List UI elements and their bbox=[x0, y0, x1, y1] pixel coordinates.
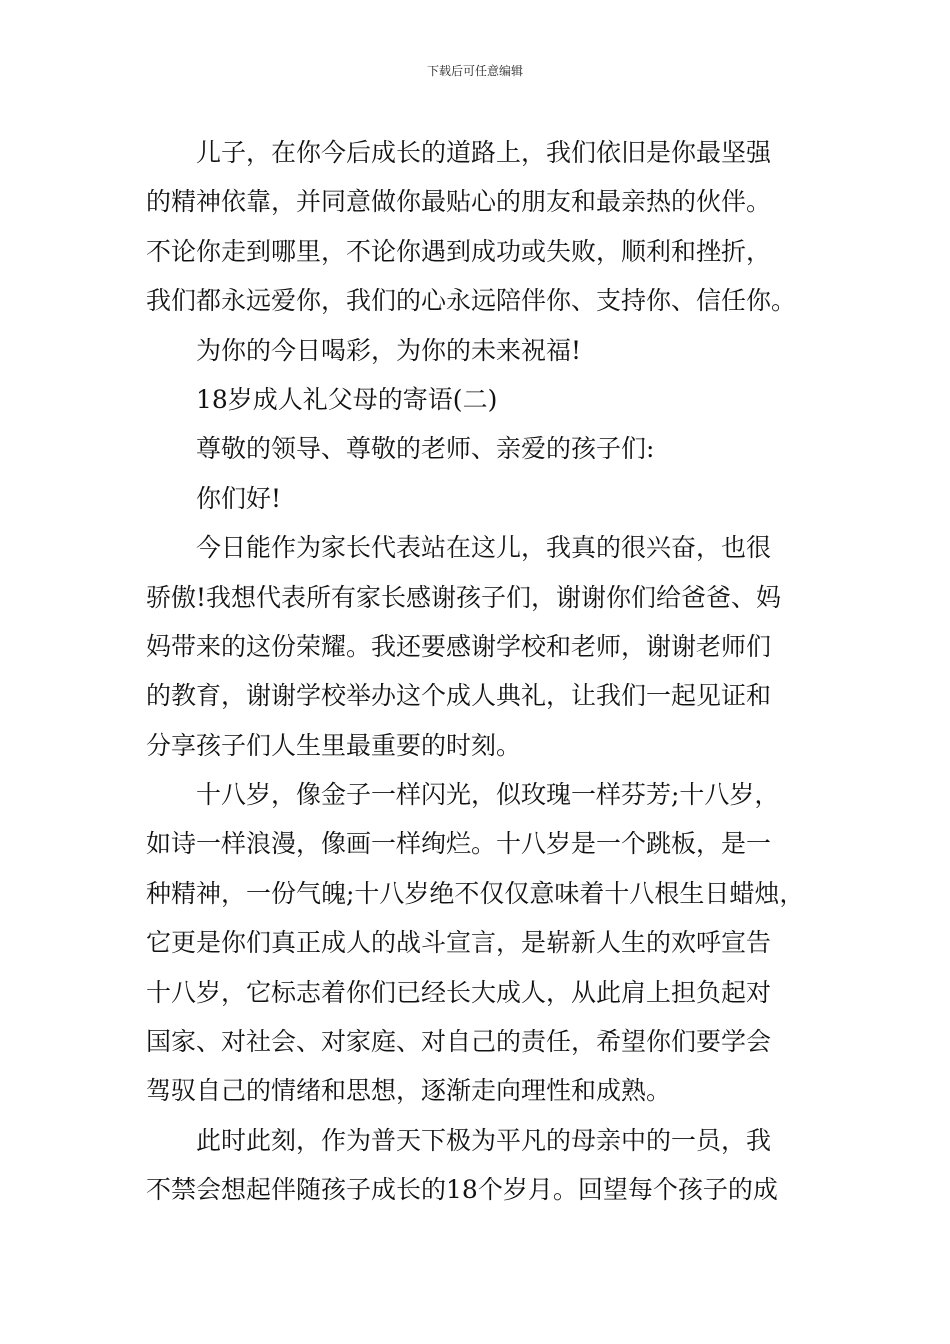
page-header: 下载后可任意编辑 bbox=[426, 64, 523, 78]
section-title: 18岁成人礼父母的寄语(二) bbox=[196, 384, 498, 414]
text-line: 骄傲!我想代表所有家长感谢孩子们，谢谢你们给爸爸、妈 bbox=[146, 582, 782, 612]
greeting: 你们好! bbox=[196, 483, 282, 513]
text-line: 今日能作为家长代表站在这儿，我真的很兴奋，也很 bbox=[196, 533, 772, 563]
text-line: 十八岁，像金子一样闪光，似玫瑰一样芬芳;十八岁， bbox=[196, 780, 780, 810]
text-line: 它更是你们真正成人的战斗宣言，是崭新人生的欢呼宣告 bbox=[146, 928, 772, 958]
text-line: 的精神依靠，并同意做你最贴心的朋友和最亲热的伙伴。 bbox=[146, 187, 772, 217]
document-body bbox=[146, 128, 810, 1215]
text-line: 此时此刻，作为普天下极为平凡的母亲中的一员，我 bbox=[196, 1125, 772, 1155]
salutation: 尊敬的领导、尊敬的老师、亲爱的孩子们: bbox=[196, 434, 655, 464]
text-line: 不禁会想起伴随孩子成长的18个岁月。回望每个孩子的成 bbox=[146, 1175, 778, 1205]
text-line: 的教育，谢谢学校举办这个成人典礼，让我们一起见证和 bbox=[146, 681, 772, 711]
text-line: 为你的今日喝彩，为你的未来祝福! bbox=[196, 335, 582, 365]
text-line: 不论你走到哪里，不论你遇到成功或失败，顺利和挫折， bbox=[146, 236, 772, 266]
text-line: 种精神，一份气魄;十八岁绝不仅仅意味着十八根生日蜡烛， bbox=[146, 878, 805, 908]
text-line: 十八岁，它标志着你们已经长大成人，从此肩上担负起对 bbox=[146, 977, 772, 1007]
text-line: 我们都永远爱你，我们的心永远陪伴你、支持你、信任你。 bbox=[146, 286, 797, 316]
text-line: 驾驭自己的情绪和思想，逐渐走向理性和成熟。 bbox=[146, 1076, 672, 1106]
text-line: 妈带来的这份荣耀。我还要感谢学校和老师，谢谢老师们 bbox=[146, 631, 772, 661]
text-line: 儿子，在你今后成长的道路上，我们依旧是你最坚强 bbox=[196, 138, 772, 167]
text-line: 分享孩子们人生里最重要的时刻。 bbox=[146, 730, 522, 760]
text-line: 如诗一样浪漫，像画一样绚烂。十八岁是一个跳板，是一 bbox=[146, 829, 772, 859]
text-line: 国家、对社会、对家庭、对自己的责任，希望你们要学会 bbox=[146, 1027, 772, 1057]
